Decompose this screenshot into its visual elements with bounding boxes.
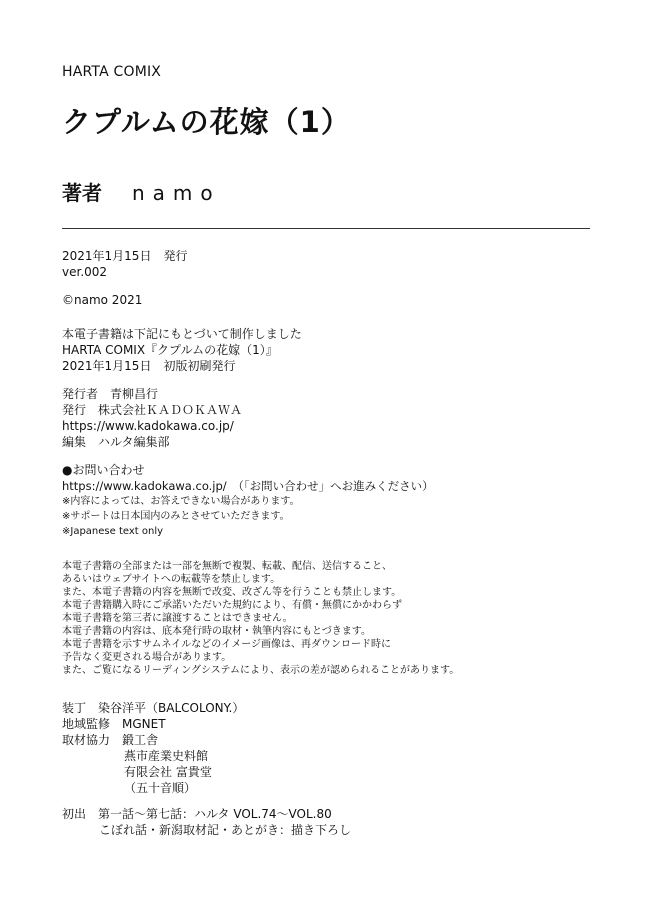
divider (62, 228, 590, 229)
notice-line: 本電子書籍を示すサムネイルなどのイメージ画像は、再ダウンロード時に (62, 639, 391, 650)
notice-line: 本電子書籍購入時にご承諾いただいた規約により、有償・無償にかかわらず (62, 600, 402, 611)
credit-line: （五十音順） (124, 781, 197, 795)
inquiry-heading: ●お問い合わせ (62, 463, 145, 477)
credit-line: 燕市産業史料館 (124, 749, 209, 763)
notice-line: 本電子書籍を第三者に譲渡することはできません。 (62, 613, 293, 624)
source-line: HARTA COMIX『クプルムの花嫁（1）』 (62, 343, 278, 357)
notice-line: あるいはウェブサイトへの転載等を禁止します。 (62, 574, 281, 585)
credit-line: 装丁 染谷洋平（BALCOLONY.） (62, 701, 245, 715)
inquiry-note: ※サポートは日本国内のみとさせていただきます。 (62, 511, 290, 522)
notice-line: 本電子書籍の全部または一部を無断で複製、転載、配信、送信すること、 (62, 561, 392, 572)
copyright (62, 292, 142, 308)
credit-line: 地域監修 MGNET (62, 717, 166, 731)
first-appearance-line: こぼれ話・新潟取材記・あとがき：描き下ろし (99, 823, 352, 837)
book-title: クプルムの花嫁（1） (62, 105, 351, 139)
inquiry-note: ※Japanese text only (62, 526, 164, 537)
publisher-line: 発行 株式会社ＫＡＤＯＫＡＷＡ (62, 403, 243, 417)
author-line (62, 177, 221, 206)
publisher-url: https://www.kadokawa.co.jp/ (62, 419, 234, 433)
author-label: 著者 (62, 181, 102, 205)
source-line: 2021年1月15日 初版初刷発行 (62, 359, 236, 373)
inquiry-note: ※内容によっては、お答えできない場合があります。 (62, 496, 300, 507)
publisher-line: 編集 ハルタ編集部 (62, 435, 170, 449)
credit-line: 取材協力 鍛工舎 (62, 733, 159, 747)
release-version: ver.002 (62, 265, 108, 279)
notice-line: また、本電子書籍の内容を無断で改変、改ざん等を行うことも禁止します。 (62, 587, 402, 598)
first-appearance (62, 806, 351, 838)
notice-line: 本電子書籍の内容は、底本発行時の取材・執筆内容にもとづきます。 (62, 626, 371, 637)
release-info (62, 248, 187, 280)
credit-line: 有限会社 富貴堂 (124, 765, 212, 779)
credits (62, 700, 244, 796)
inquiry (62, 462, 434, 539)
source-edition (62, 326, 302, 374)
inquiry-url: https://www.kadokawa.co.jp/ （「お問い合わせ」へお進みください） (62, 479, 434, 493)
copyright-text: ©namo 2021 (62, 293, 143, 307)
source-line: 本電子書籍は下記にもとづいて制作しました (62, 327, 302, 341)
notice-line: また、ご覧になるリーディングシステムにより、表示の差が認められることがあります。 (62, 665, 460, 676)
author-name: namo (132, 181, 221, 205)
legal-notices (62, 560, 459, 677)
notice-line: 予告なく変更される場合があります。 (62, 652, 232, 663)
series-name: HARTA COMIX (62, 64, 162, 80)
first-appearance-line: 初出 第一話〜第七話：ハルタ VOL.74〜VOL.80 (62, 807, 332, 821)
publisher-info (62, 386, 242, 450)
publisher-line: 発行者 青柳昌行 (62, 387, 159, 401)
release-date: 2021年1月15日 発行 (62, 249, 188, 263)
